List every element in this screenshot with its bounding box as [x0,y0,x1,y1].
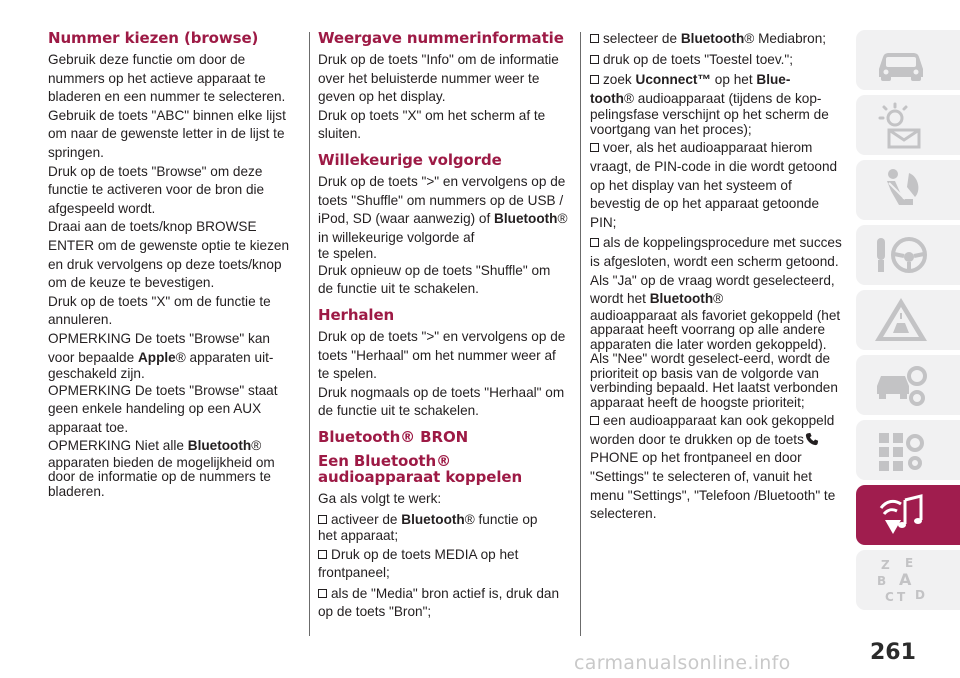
tab-multimedia[interactable] [856,485,960,545]
note-aux: OPMERKING De toets "Browse" staat geen enkele handeling op een AUX apparaat toe. [48,382,278,435]
warning-breakdown-icon [871,295,931,345]
index-letter: C [885,590,894,604]
heading-pair-device: Een Bluetooth® audioapparaat koppelen [318,452,523,486]
paragraph: Druk op de toets "X" om de functie te annuleren. [48,293,271,328]
tab-maintenance[interactable] [856,355,960,415]
dashboard-lights-icon [871,100,931,150]
list-item: activeer de Bluetooth® functie op het apparaat; [318,511,538,544]
list-item: selecteer de Bluetooth® Mediabron; [590,30,842,49]
paragraph: Druk op de toets "Info" om de informatie over het beluisterde nummer weer te geven op het display. [318,52,559,105]
heading-info: Weergave nummerinformatie [318,29,564,47]
tab-technical-data[interactable] [856,420,960,480]
list-item: als de koppelingsprocedure met succes is afgesloten, wordt een scherm getoond. Als "Ja" op de vraag wordt geselecteerd, wordt het Bluetooth® audioapparaat als favoriet gekoppeld (het apparaat heeft voorrang op alle andere apparaten die later worden gekoppeld). Als "Nee" wordt geselect-eerd, wordt de prioriteit op basis van de volgorde van verbinding bepaald. Het laatst verbonden apparaat heeft de hoogste prioriteit; [590,235,842,410]
heading-browse: Nummer kiezen (browse) [48,29,259,47]
list-item: druk op de toets "Toestel toev."; [590,51,842,70]
list-item: zoek Uconnect™ op het Blue- tooth® audioapparaat (tijdens de kop- pelingsfase verschijnt op het scherm de voortgang van het proces); [590,72,829,137]
tab-warning[interactable] [856,290,960,350]
maintenance-icon [871,360,931,410]
list-item: een audioapparaat kan ook gekoppeld worden door te drukken op de toetsPHONE op het frontpaneel en door "Settings" te selecteren of, vanuit het menu "Settings", "Telefoon /Bluetooth" te selecteren. [590,413,836,522]
checkbox-bullet-icon [590,416,599,425]
paragraph: Druk op de toets "Browse" om deze functie te activeren voor de bron die afgespeeld wordt. [48,163,265,216]
paragraph: Druk op de toets ">" en vervolgens op de toets "Shuffle" om nummers op de USB / iPod, SD (waar aanwezig) of Bluetooth® in willekeurige volgorde af te spelen. [318,173,568,262]
index-letter: T [897,590,906,604]
car-overview-icon [871,35,931,85]
tab-safety[interactable] [856,160,960,220]
heading-repeat: Herhalen [318,306,395,325]
safety-airbag-icon [871,165,931,215]
note-bluetooth: OPMERKING Niet alle Bluetooth® apparaten bieden de mogelijkheid om door de informatie op de nummers te bladeren. [48,438,275,499]
paragraph: Gebruik deze functie om door de nummers op het actieve apparaat te bladeren en een nummer te selecteren. Gebruik de toets "ABC" binnen elke lijst om naar de gewenste letter in de lijst te springen. [48,52,286,160]
checkbox-bullet-icon [590,34,599,43]
checkbox-bullet-icon [590,55,599,64]
paragraph: Draai aan de toets/knop BROWSE ENTER om de gewenste optie te kiezen en druk vervolgens op deze toets/knop om de keuze te bevestigen. [48,219,290,291]
index-letter: D [915,588,925,602]
column-1 [48,30,300,499]
list-item: als de "Media" bron actief is, druk dan op de toets "Bron"; [318,585,560,620]
list-item: Druk op de toets MEDIA op het frontpaneel; [318,546,519,581]
paragraph: Druk op de toets ">" en vervolgens op de toets "Herhaal" om het nummer weer af te spelen. [318,329,566,382]
index-letter: E [905,556,914,570]
tab-dashboard-lights[interactable] [856,95,960,155]
list-item: voer, als het audioapparaat hierom vraagt, de PIN-code in die wordt getoond op het display van het systeem of bevestig de op het apparaat getoonde PIN; [590,140,838,230]
paragraph: Druk op toets "X" om het scherm af te sluiten. [318,107,546,142]
phone-icon [805,432,819,446]
paragraph: Ga als volgt te werk: [318,491,442,506]
checkbox-bullet-icon [590,238,599,247]
index-icon [871,555,931,605]
index-letter: B [877,574,887,588]
column-3 [590,30,842,524]
starting-driving-icon [871,230,931,280]
page-number: 261 [870,640,916,665]
column-divider [309,32,310,636]
chapter-sidebar [856,30,960,615]
checkbox-bullet-icon [590,75,599,84]
checkbox-bullet-icon [318,550,327,559]
tab-index[interactable] [856,550,960,610]
checkbox-bullet-icon [318,589,327,598]
multimedia-icon [871,490,931,540]
tab-starting-driving[interactable] [856,225,960,285]
paragraph: Druk nogmaals op de toets "Herhaal" om de functie uit te schakelen. [318,384,565,419]
tab-car-overview[interactable] [856,30,960,90]
heading-bluetooth-source: Bluetooth® BRON [318,428,469,446]
checkbox-bullet-icon [318,515,327,524]
heading-shuffle: Willekeurige volgorde [318,150,502,169]
column-2 [318,30,568,622]
watermark: carmanualsonline.info [574,652,791,674]
technical-data-icon [871,425,931,475]
index-letter: Z [881,558,890,572]
index-letter: A [899,570,912,589]
checkbox-bullet-icon [590,143,599,152]
note-apple: OPMERKING De toets "Browse" kan voor bepaalde Apple® apparaten uit- geschakeld zijn. [48,330,274,382]
column-divider [580,32,581,636]
paragraph: Druk opnieuw op de toets "Shuffle" om de functie uit te schakelen. [318,262,551,297]
